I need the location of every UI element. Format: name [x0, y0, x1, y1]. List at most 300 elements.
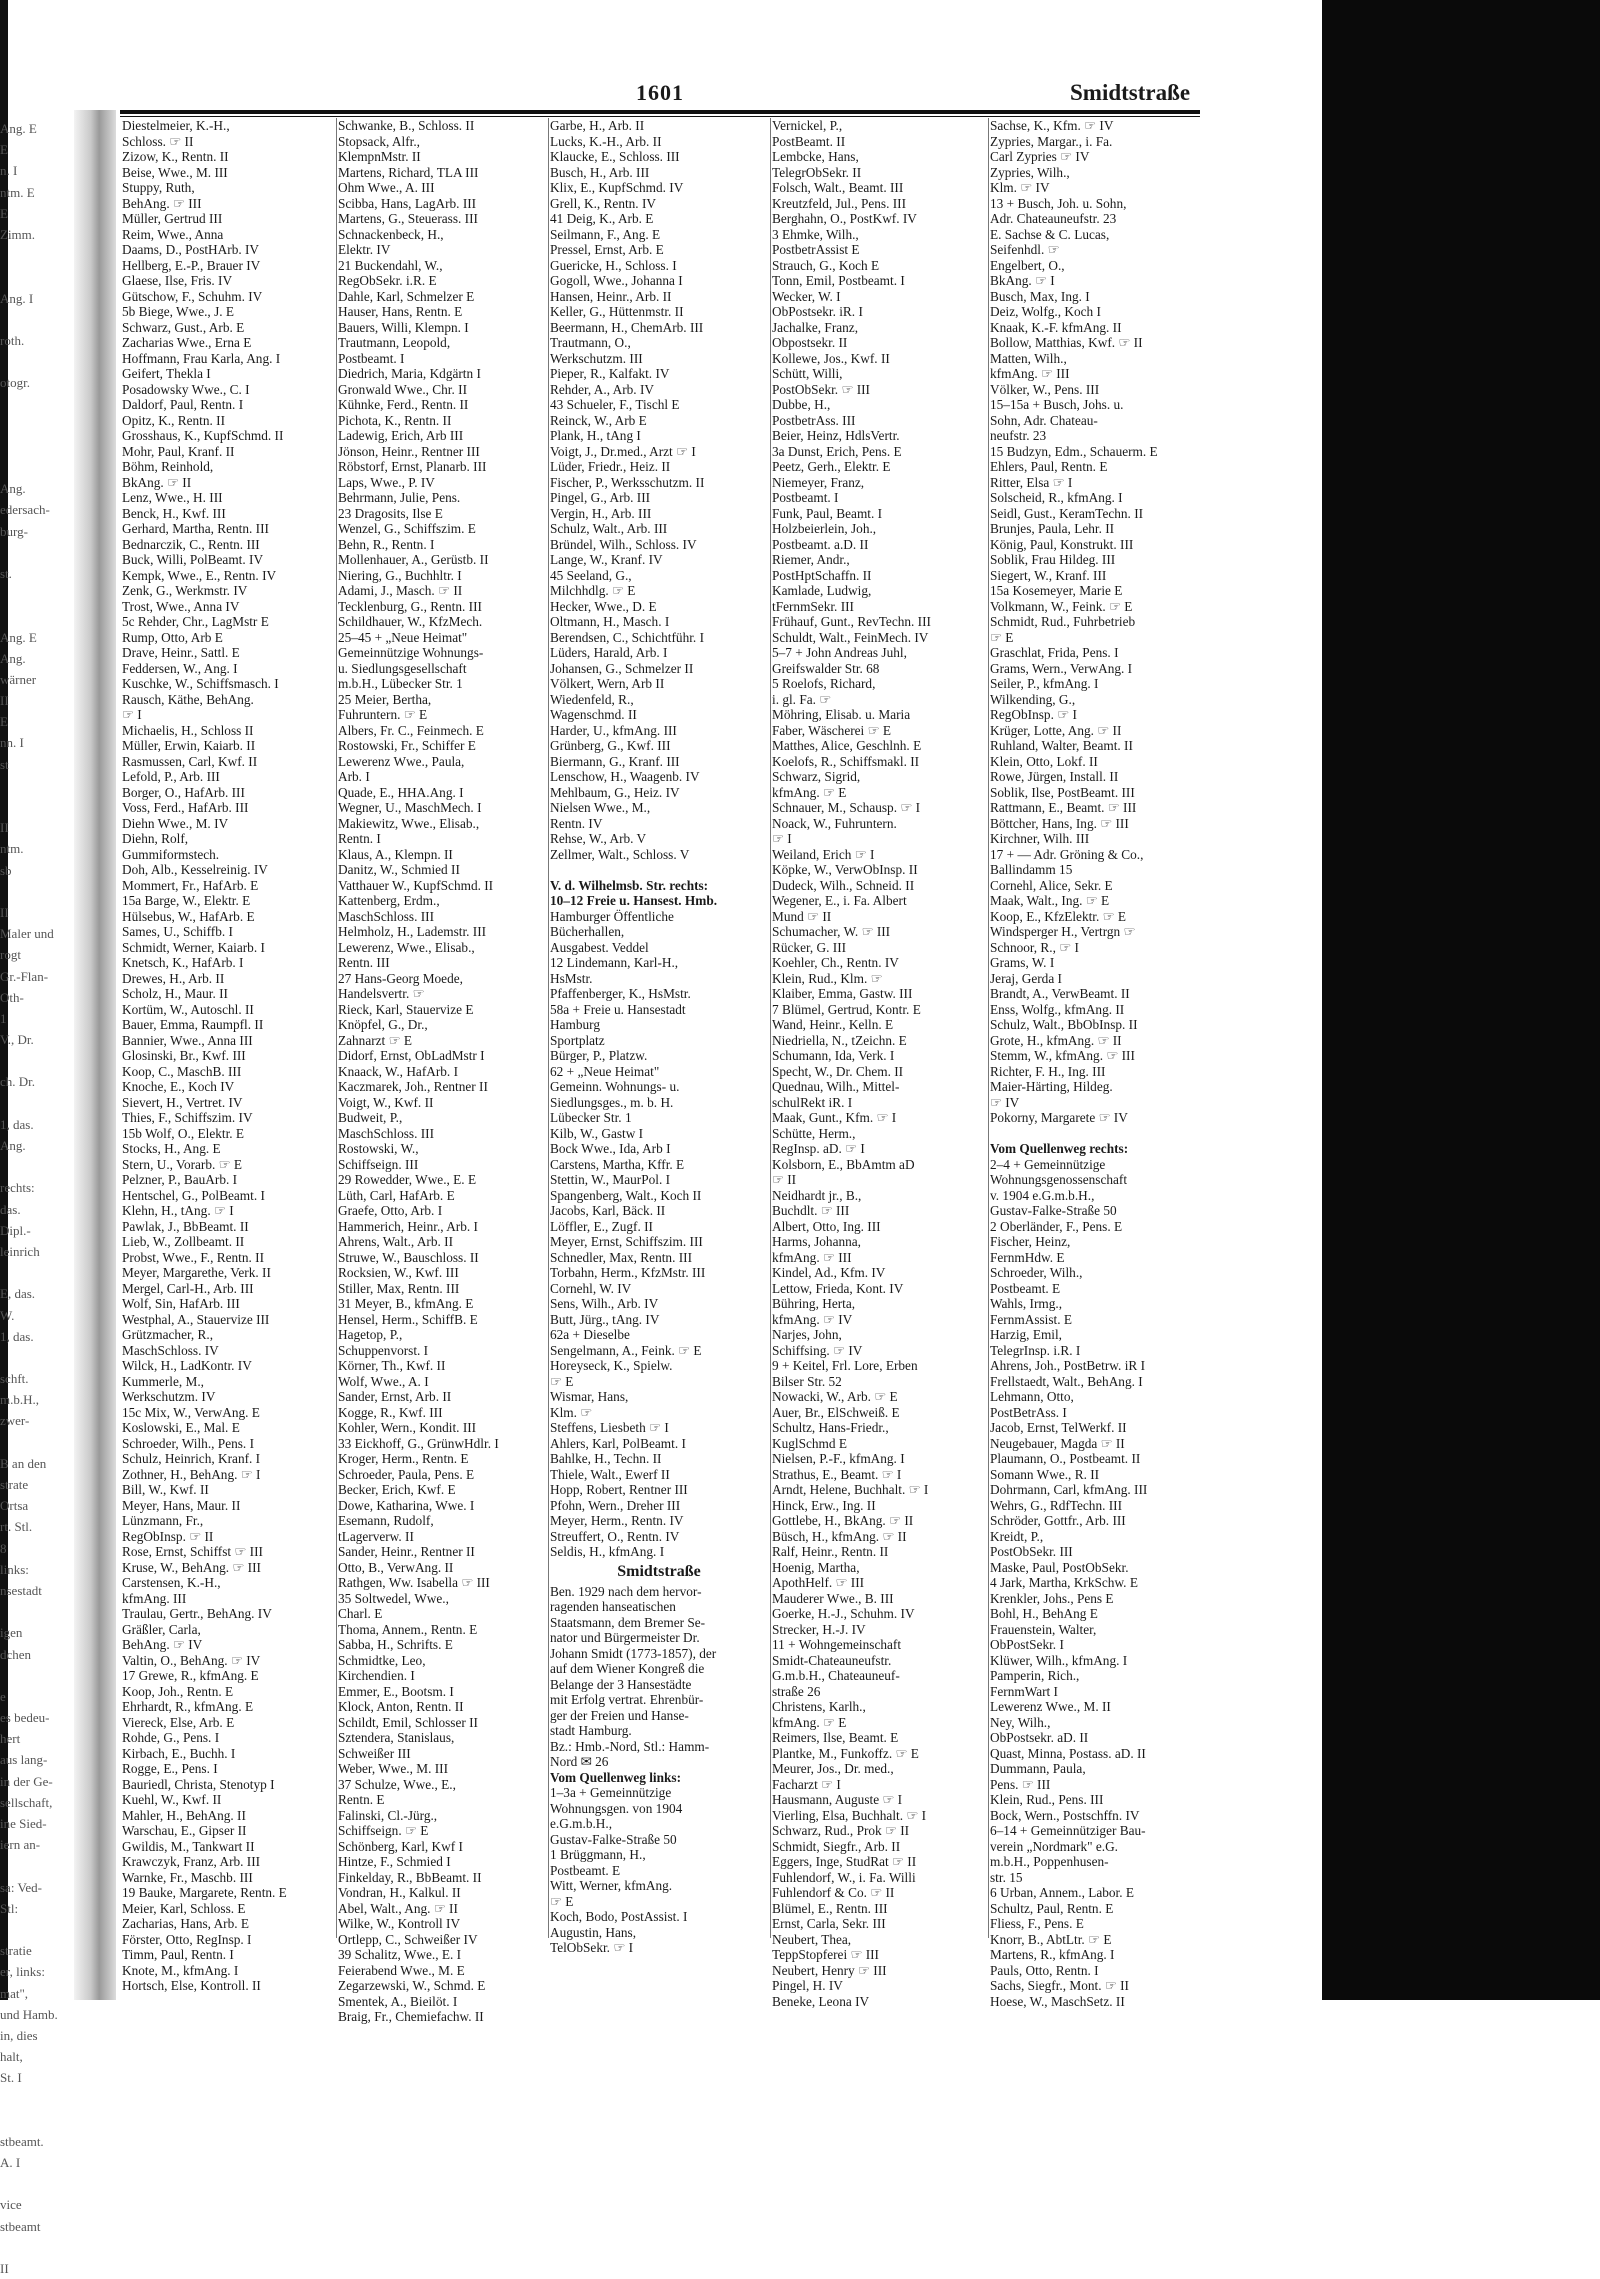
directory-line: Lettow, Frieda, Kont. IV — [772, 1280, 904, 1296]
directory-line: FernmAssist. E — [990, 1311, 1073, 1327]
previous-page-line — [0, 436, 72, 457]
directory-line: Posadowsky Wwe., C. I — [122, 381, 250, 397]
directory-line: Quast, Minna, Postass. aD. II — [990, 1745, 1146, 1761]
directory-line: Schröder, Gottfr., Arb. III — [990, 1513, 1126, 1528]
directory-line: Bock Wwe., Ida, Arb I — [550, 1141, 671, 1156]
directory-line: Lieb, W., Zollbeamt. II — [122, 1234, 245, 1249]
directory-line: Vierling, Elsa, Buchhalt. ☞ I — [772, 1807, 927, 1823]
directory-line: Quade, E., HHA.Ang. I — [338, 784, 464, 800]
directory-line: mit Erfolg vertrat. Ehrenbür- — [550, 1692, 704, 1707]
directory-line: Schiffsing. ☞ IV — [772, 1342, 863, 1358]
directory-line: RegObInsp. ☞ II — [122, 1528, 214, 1544]
directory-line: 1–3a + Gemeinnützige — [550, 1785, 672, 1800]
previous-page-line: rogt — [0, 947, 21, 963]
directory-line: Zizow, K., Rentn. II — [122, 149, 229, 164]
directory-line: Klaiber, Emma, Gastw. III — [772, 986, 913, 1001]
directory-line: Postbeamt. I — [338, 350, 405, 366]
directory-line: Bründel, Wilh., Schloss. IV — [550, 536, 697, 552]
directory-line: nator und Bürgermeister Dr. — [550, 1630, 700, 1645]
directory-line: Gustav-Falke-Straße 50 — [550, 1831, 677, 1847]
directory-line: G.m.b.H., Chateauneuf- — [772, 1668, 900, 1683]
directory-line: Schroeder, Paula, Pens. E — [338, 1466, 475, 1482]
directory-line: 45 Seeland, G., — [550, 567, 632, 583]
directory-line: Kuschke, W., Schiffsmasch. I — [122, 676, 279, 691]
directory-line: Gronwald Wwe., Chr. II — [338, 381, 468, 397]
previous-page-line: Ang. I — [0, 290, 34, 306]
directory-line: Hortsch, Else, Kontroll. II — [122, 1978, 261, 1993]
directory-line: 31 Meyer, B., kfmAng. E — [338, 1296, 474, 1311]
previous-page-line: und Hamb. — [0, 2006, 58, 2022]
directory-line: Strecker, H.-J. IV — [772, 1621, 866, 1637]
directory-line: Kaczmarek, Joh., Rentner II — [338, 1079, 488, 1094]
previous-page-line — [0, 1919, 72, 1940]
directory-line: Seiler, P., kfmAng. I — [990, 676, 1099, 691]
previous-page-line: II — [0, 2260, 9, 2276]
directory-line: Thies, F., Schiffszim. IV — [122, 1110, 253, 1125]
directory-line: Wand, Heinr., Kelln. E — [772, 1017, 894, 1032]
directory-line: Valtin, O., BehAng. ☞ IV — [122, 1652, 261, 1668]
directory-line: Kindel, Ad., Kfm. IV — [772, 1265, 886, 1280]
directory-line: Hinck, Erw., Ing. II — [772, 1497, 876, 1513]
directory-column-3 — [550, 118, 768, 1956]
directory-line: 19 Bauke, Margarete, Rentn. E — [122, 1885, 287, 1900]
directory-line: Plaumann, O., Postbeamt. II — [990, 1451, 1141, 1466]
directory-line: Plank, H., tAng I — [550, 428, 641, 443]
directory-line: Ritter, Elsa ☞ I — [990, 474, 1073, 490]
directory-line: Klock, Anton, Rentn. II — [338, 1699, 464, 1714]
directory-line: Stern, U., Vorarb. ☞ E — [122, 1156, 243, 1172]
directory-line: Kollewe, Jos., Kwf. II — [772, 350, 890, 366]
directory-line: Lübecker Str. 1 — [550, 1110, 632, 1125]
directory-line: Soblik, Frau Hildeg. III — [990, 552, 1116, 567]
directory-line: Strathus, E., Beamt. ☞ I — [772, 1466, 902, 1482]
directory-line: Kirchner, Wilh. III — [990, 831, 1090, 846]
directory-line: Gräßler, Carla, — [122, 1621, 201, 1637]
directory-line: Quednau, Wilh., Mittel- — [772, 1079, 900, 1094]
directory-line: 39 Schalitz, Wwe., E. I — [338, 1947, 462, 1962]
directory-line: Kempk, Wwe., E., Rentn. IV — [122, 567, 277, 583]
directory-line: Garbe, H., Arb. II — [550, 118, 645, 133]
directory-line: Sander, Ernst, Arb. II — [338, 1389, 452, 1404]
directory-line: Lucks, K.-H., Arb. II — [550, 133, 662, 149]
directory-line: Augustin, Hans, — [550, 1924, 637, 1940]
directory-line: Rogge, E., Pens. I — [122, 1761, 218, 1776]
previous-page-line: nn. I — [0, 735, 24, 751]
directory-line: Windsperger H., Vertrgn ☞ — [990, 924, 1136, 939]
directory-line: TelegrInsp. i.R. I — [990, 1342, 1081, 1358]
directory-line: Zypries, Wilh., — [990, 164, 1070, 180]
directory-line: Voss, Ferd., HafArb. III — [122, 800, 249, 815]
directory-line: Falinski, Cl.-Jürg., — [338, 1807, 438, 1823]
directory-line: Soblik, Ilse, PostBeamt. III — [990, 784, 1135, 800]
directory-line: Werkschutzm. III — [550, 350, 643, 366]
directory-line: Rostowski, W., — [338, 1141, 419, 1156]
directory-line: 15 Budzyn, Edm., Schauerm. E — [990, 443, 1158, 459]
directory-line: Stettin, W., MaurPol. I — [550, 1172, 671, 1187]
directory-line: Probst, Wwe., F., Rentn. II — [122, 1249, 264, 1265]
directory-line: Gummiformstech. — [122, 846, 220, 862]
directory-line: Rohde, G., Pens. I — [122, 1730, 220, 1745]
directory-line: Spangenberg, Walt., Koch II — [550, 1187, 702, 1203]
previous-page-line: 1 — [0, 1010, 7, 1026]
directory-line: Bücherhallen, — [550, 924, 625, 939]
directory-line: v. 1904 e.G.m.b.H., — [990, 1187, 1095, 1203]
directory-line: Koehler, Ch., Rentn. IV — [772, 955, 899, 970]
directory-line: Behrmann, Julie, Pens. — [338, 490, 461, 505]
directory-line: 6–14 + Gemeinnütziger Bau- — [990, 1823, 1146, 1838]
directory-line: Torbahn, Herm., KfzMstr. III — [550, 1265, 706, 1280]
directory-line: PostObSekr. ☞ III — [772, 381, 870, 397]
previous-page-line: B an den — [0, 1455, 47, 1471]
directory-line: 6 Urban, Annem., Labor. E — [990, 1885, 1135, 1900]
directory-line: Knaack, W., HafArb. I — [338, 1063, 459, 1079]
previous-page-line: Ang. — [0, 481, 26, 497]
directory-line: MaschSchloss. III — [338, 1125, 435, 1141]
page-gutter-shadow — [74, 110, 116, 2000]
directory-line: kfmAng. ☞ E — [772, 784, 847, 800]
previous-page-line: m.b.H., — [0, 1392, 39, 1408]
directory-line: 62 + „Neue Heimat" — [550, 1063, 660, 1079]
directory-line: Schulz, Heinrich, Kranf. I — [122, 1451, 261, 1466]
directory-line: 15–15a + Busch, Johs. u. — [990, 397, 1124, 412]
directory-line: Greifswalder Str. 68 — [772, 660, 880, 676]
previous-page-line — [0, 1093, 72, 1114]
directory-line: PostbetrAssist E — [772, 242, 860, 257]
directory-line: Schulz, Walt., Arb. III — [550, 521, 668, 536]
directory-line: Schmidt, Siegfr., Arb. II — [772, 1838, 901, 1854]
directory-line: Wegner, U., MaschMech. I — [338, 800, 482, 815]
previous-page-line: st. — [0, 565, 12, 581]
directory-line: Scibba, Hans, LagArb. III — [338, 195, 477, 211]
directory-line: TelegrObSekr. II — [772, 164, 862, 180]
directory-line: Lembcke, Hans, — [772, 149, 859, 164]
directory-line: Wegener, E., i. Fa. Albert — [772, 893, 907, 908]
directory-line: KlempnMstr. II — [338, 149, 421, 164]
directory-line: Grell, K., Rentn. IV — [550, 195, 656, 211]
directory-line: Reinck, W., Arb E — [550, 412, 647, 428]
directory-line: Ahrens, Joh., PostBetrw. iR I — [990, 1358, 1146, 1373]
directory-line: Tecklenburg, G., Rentn. III — [338, 598, 482, 614]
directory-line: Mund ☞ II — [772, 908, 832, 924]
directory-line: E. Sachse & C. Lucas, — [990, 226, 1110, 242]
directory-line: Ladewig, Erich, Arb III — [338, 428, 464, 443]
directory-line: ☞ E — [550, 1893, 574, 1909]
previous-page-line — [0, 2088, 72, 2109]
directory-line: Koch, Bodo, PostAssist. I — [550, 1909, 688, 1924]
directory-line: Hellberg, E.-P., Brauer IV — [122, 257, 261, 273]
directory-line: Graschlat, Frida, Pens. I — [990, 645, 1119, 660]
directory-line: Cornehl, W. IV — [550, 1280, 632, 1296]
directory-line: Lenz, Wwe., H. III — [122, 490, 223, 505]
directory-line: Feddersen, W., Ang. I — [122, 660, 238, 676]
directory-line: BkAng. ☞ II — [122, 474, 192, 490]
directory-line: Bilser Str. 52 — [772, 1373, 842, 1389]
directory-line: Volkmann, W., Feink. ☞ E — [990, 598, 1133, 614]
previous-page-fragment — [0, 118, 72, 2279]
directory-line: Grams, Wern., VerwAng. I — [990, 660, 1133, 676]
directory-line: ☞ II — [772, 1172, 797, 1187]
directory-line: Oltmann, H., Masch. I — [550, 614, 670, 629]
directory-line: Pelzner, P., BauArb. I — [122, 1172, 238, 1187]
directory-line: Schmidt, Werner, Kaiarb. I — [122, 939, 265, 955]
directory-line: Hagetop, P., — [338, 1327, 403, 1342]
directory-line: Hülsebus, W., HafArb. E — [122, 908, 255, 924]
directory-line: Beneke, Leona IV — [772, 1993, 870, 2009]
directory-line: Mommert, Fr., HafArb. E — [122, 877, 259, 893]
directory-line: FernmWart I — [990, 1683, 1058, 1699]
directory-line: Laps, Wwe., P. IV — [338, 474, 435, 490]
directory-line: Diehn Wwe., M. IV — [122, 815, 229, 831]
directory-line: Martens, R., kfmAng. I — [990, 1947, 1115, 1962]
directory-line: Beermann, H., ChemArb. III — [550, 319, 704, 335]
directory-line: Fuhlendorf & Co. ☞ II — [772, 1885, 895, 1900]
directory-line: Postbeamt. a.D. II — [772, 536, 869, 552]
directory-line: 1 Brüggmann, H., — [550, 1847, 646, 1862]
directory-line: Viereck, Else, Arb. E — [122, 1714, 235, 1730]
directory-line: Schnoor, R., ☞ I — [990, 939, 1079, 955]
directory-line: Diedrich, Maria, Kdgärtn I — [338, 366, 481, 381]
directory-line: Carstensen, K.-H., — [122, 1575, 221, 1590]
directory-line: Riemer, Andr., — [772, 552, 850, 567]
directory-line: Wilck, H., LadKontr. IV — [122, 1358, 252, 1373]
directory-line: Johansen, G., Schmelzer II — [550, 660, 694, 676]
directory-line: Wismar, Hans, — [550, 1389, 629, 1404]
directory-line: Richter, F. H., Ing. III — [990, 1063, 1106, 1079]
directory-line: Rentn. I — [338, 831, 381, 846]
directory-line: MaschSchloss. IV — [122, 1342, 219, 1358]
directory-line: Grützmacher, R., — [122, 1327, 214, 1342]
directory-line: Lewerenz Wwe., M. II — [990, 1699, 1111, 1714]
directory-line: Gütschow, F., Schuhm. IV — [122, 288, 263, 304]
directory-line: Lewerenz, Wwe., Elisab., — [338, 939, 475, 955]
directory-line: Schuldt, Walt., FeinMech. IV — [772, 629, 929, 645]
directory-line: 5–7 + John Andreas Juhl, — [772, 645, 907, 660]
directory-line: Funk, Paul, Beamt. I — [772, 505, 883, 521]
directory-line: 5c Rehder, Chr., LagMstr E — [122, 614, 269, 629]
directory-line: Zothner, H., BehAng. ☞ I — [122, 1466, 261, 1482]
directory-line: PostHptSchaffn. II — [772, 567, 872, 583]
previous-page-line: n. I — [0, 163, 18, 179]
directory-line: Rocksien, W., Kwf. III — [338, 1265, 459, 1280]
directory-line: Wilke, W., Kontroll IV — [338, 1916, 461, 1931]
directory-line: Hamburger Öffentliche — [550, 908, 674, 924]
directory-line: Pfohn, Wern., Dreher III — [550, 1497, 681, 1513]
directory-line: 9 + Keitel, Frl. Lore, Erben — [772, 1358, 918, 1373]
directory-line: Berendsen, C., Schichtführ. I — [550, 629, 704, 645]
previous-page-line: links: — [0, 1561, 29, 1577]
directory-line: Postbeamt. E — [990, 1280, 1061, 1296]
directory-line: Meyer, Herm., Rentn. IV — [550, 1513, 684, 1528]
directory-line: Harder, U., kfmAng. III — [550, 722, 677, 738]
directory-line: Bauer, Emma, Raumpfl. II — [122, 1017, 264, 1032]
directory-line: Ben. 1929 nach dem hervor- — [550, 1583, 702, 1599]
directory-line: Sens, Wilh., Arb. IV — [550, 1296, 659, 1311]
directory-line: Schönberg, Karl, Kwf I — [338, 1838, 463, 1854]
directory-line: Weber, Wwe., M. III — [338, 1761, 449, 1776]
directory-line: Mergel, Carl-H., Arb. III — [122, 1280, 254, 1296]
directory-line: Dohrmann, Carl, kfmAng. III — [990, 1482, 1148, 1497]
directory-line: Wagenschmd. II — [550, 707, 637, 722]
directory-line: Becker, Erich, Kwf. E — [338, 1482, 456, 1497]
directory-line: Rowe, Jürgen, Install. II — [990, 769, 1119, 784]
directory-line: Gwildis, M., Tankwart II — [122, 1838, 255, 1854]
directory-line: Ahrens, Walt., Arb. II — [338, 1234, 454, 1249]
directory-line: Faber, Wäscherei ☞ E — [772, 722, 891, 738]
directory-line: Bz.: Hmb.-Nord, Stl.: Hamm- — [550, 1738, 710, 1754]
directory-line: u. Siedlungsgesellschaft — [338, 660, 467, 676]
directory-line: Neubert, Henry ☞ III — [772, 1962, 887, 1978]
directory-line: e.G.m.b.H., — [550, 1816, 613, 1831]
directory-line: PostBetrAss. I — [990, 1404, 1067, 1420]
directory-line: Vondran, H., Kalkul. II — [338, 1885, 461, 1900]
previous-page-line — [0, 881, 72, 902]
previous-page-line: 1, das. — [0, 1116, 34, 1132]
directory-line: Knorr, B., AbtLtr. ☞ E — [990, 1931, 1112, 1947]
directory-line: Klix, E., KupfSchmd. IV — [550, 180, 684, 195]
directory-line: Gemeinn. Wohnungs- u. — [550, 1079, 680, 1094]
directory-line: Danitz, W., Schmied II — [338, 862, 460, 877]
directory-line: Schildhauer, W., KfzMech. — [338, 614, 483, 629]
directory-line: tLagerverw. II — [338, 1528, 414, 1544]
directory-line: Strauch, G., Koch E — [772, 257, 880, 273]
directory-line: 41 Deig, K., Arb. E — [550, 211, 654, 226]
previous-page-line — [0, 2110, 72, 2131]
directory-line: Koop, E., KfzElektr. ☞ E — [990, 908, 1126, 924]
directory-line: Dowe, Katharina, Wwe. I — [338, 1497, 475, 1513]
directory-line: Völkert, Wern, Arb II — [550, 676, 665, 691]
directory-line: Grote, H., kfmAng. ☞ II — [990, 1032, 1122, 1048]
directory-line: Vernickel, P., — [772, 118, 843, 133]
directory-line: Staatsmann, dem Bremer Se- — [550, 1614, 706, 1630]
directory-line: 3a Dunst, Erich, Pens. E — [772, 443, 902, 459]
directory-line: Engelbert, O., — [990, 257, 1065, 273]
directory-line: Rehder, A., Arb. IV — [550, 381, 654, 397]
directory-line: Rump, Otto, Arb E — [122, 629, 223, 645]
directory-line: Schwarz, Rud., Prok ☞ II — [772, 1823, 910, 1838]
directory-line: Thiele, Walt., Ewerf II — [550, 1466, 670, 1482]
directory-line: Kruse, W., BehAng. ☞ III — [122, 1559, 261, 1575]
directory-line: Koop, C., MaschB. III — [122, 1063, 242, 1079]
directory-line: 17 + — Adr. Gröning & Co., — [990, 846, 1144, 862]
directory-line: Jacobs, Karl, Bäck. II — [550, 1203, 666, 1218]
directory-line: Tonn, Emil, Postbeamt. I — [772, 273, 905, 288]
directory-line: Hammerich, Heinr., Arb. I — [338, 1218, 478, 1234]
directory-line: Fliess, F., Pens. E — [990, 1916, 1084, 1931]
directory-line: Zypries, Margar., i. Fa. — [990, 133, 1113, 149]
directory-line: Rostowski, Fr., Schiffer E — [338, 738, 476, 753]
previous-page-line: rechts: — [0, 1180, 35, 1196]
directory-line: 3 Ehmke, Wilh., — [772, 226, 859, 242]
directory-line: Buchdlt. ☞ III — [772, 1203, 850, 1218]
previous-page-line: st — [0, 756, 9, 772]
directory-line: Frauenstein, Walter, — [990, 1621, 1097, 1637]
directory-line: Ahlers, Karl, PolBeamt. I — [550, 1435, 686, 1451]
directory-line: Peetz, Gerh., Elektr. E — [772, 459, 891, 474]
directory-line: Löffler, E., Zugf. II — [550, 1218, 653, 1234]
directory-line: Timm, Paul, Rentn. I — [122, 1947, 234, 1962]
directory-line: Seldis, H., kfmAng. I — [550, 1544, 665, 1559]
directory-line: Ballindamm 15 — [990, 862, 1073, 877]
directory-line: Daams, D., PostHArb. IV — [122, 242, 260, 257]
directory-line: ☞ E — [990, 629, 1014, 645]
previous-page-line: strate — [0, 1477, 29, 1492]
previous-page-line: Maler und — [0, 926, 54, 942]
previous-page-line: schft. — [0, 1371, 29, 1387]
previous-page-line: e — [0, 1688, 6, 1704]
previous-page-line: E, das. — [0, 1286, 36, 1302]
previous-page-line — [0, 266, 72, 287]
directory-line: Kreidt, P., — [990, 1528, 1044, 1544]
directory-line: Klüwer, Wilh., kfmAng. I — [990, 1652, 1128, 1668]
previous-page-line: halt, — [0, 2049, 23, 2065]
directory-line: Maak, Walt., Ing. ☞ E — [990, 893, 1110, 908]
directory-line: Schulz, Walt., BbObInsp. II — [990, 1017, 1138, 1032]
directory-line: Elektr. IV — [338, 242, 391, 257]
directory-line: Busch, Max, Ing. I — [990, 288, 1090, 304]
column-divider — [548, 118, 549, 1938]
directory-line: Kolsborn, E., BbAmtm aD — [772, 1156, 915, 1172]
directory-line: Bühring, Herta, — [772, 1296, 856, 1311]
directory-line: Kummerle, M., — [122, 1373, 204, 1389]
directory-line: Seifenhdl. ☞ — [990, 242, 1060, 257]
directory-line: Rattmann, E., Beamt. ☞ III — [990, 800, 1137, 815]
directory-line: 29 Rowedder, Wwe., E. E — [338, 1172, 477, 1187]
directory-line: Frellstaedt, Walt., BehAng. I — [990, 1373, 1143, 1389]
directory-line: Obpostsekr. II — [772, 335, 848, 350]
directory-line: Knoche, E., Koch IV — [122, 1079, 235, 1094]
previous-page-line — [0, 1432, 72, 1453]
directory-line: Pieper, R., Kalfakt. IV — [550, 366, 670, 381]
directory-line: MaschSchloss. III — [338, 908, 435, 924]
directory-line: Jeraj, Gerda I — [990, 970, 1062, 986]
directory-column-4 — [772, 118, 986, 2009]
previous-page-line: 1, das. — [0, 1328, 34, 1344]
directory-line: Gerhard, Martha, Rentn. III — [122, 521, 269, 536]
directory-line: Stiller, Max, Rentn. III — [338, 1280, 460, 1296]
directory-line: Pingel, H. IV — [772, 1978, 843, 1993]
directory-line: ragenden hanseatischen — [550, 1599, 676, 1614]
directory-line: Stemm, W., kfmAng. ☞ III — [990, 1048, 1135, 1063]
directory-line: Dudeck, Wilh., Schneid. II — [772, 877, 915, 893]
directory-line: Nowacki, W., Arb. ☞ E — [772, 1389, 898, 1404]
directory-line: Ohm Wwe., A. III — [338, 180, 435, 195]
directory-line: Wiedenfeld, R., — [550, 691, 634, 707]
directory-line: Glosinski, Br., Kwf. III — [122, 1048, 246, 1063]
previous-page-line: rt. Stl. — [0, 1519, 33, 1535]
directory-line: Kortüm, W., Autoschl. II — [122, 1001, 254, 1017]
previous-page-line: aus lang- — [0, 1752, 48, 1768]
directory-line: Lünzmann, Fr., — [122, 1513, 204, 1528]
directory-line: RegObInsp. ☞ I — [990, 707, 1077, 722]
directory-line: Biermann, G., Kranf. III — [550, 753, 680, 769]
directory-line: Gogoll, Wwe., Johanna I — [550, 273, 683, 288]
previous-page-line — [0, 1665, 72, 1686]
directory-line: Maier-Härting, Hildeg. — [990, 1079, 1113, 1094]
directory-line: Martens, G., Steuerass. III — [338, 211, 478, 226]
directory-line: Pingel, G., Arb. III — [550, 490, 651, 505]
directory-line: Goerke, H.-J., Schuhm. IV — [772, 1606, 915, 1621]
previous-page-line: vice — [0, 2197, 22, 2213]
directory-line: Wohnungsgenossenschaft — [990, 1172, 1128, 1187]
directory-line: Emmer, E., Bootsm. I — [338, 1683, 454, 1699]
directory-line: ObPostsekr. iR. I — [772, 304, 863, 319]
directory-line: Lüth, Carl, HafArb. E — [338, 1187, 455, 1203]
directory-line: Neidhardt jr., B., — [772, 1187, 862, 1203]
directory-line: Drave, Heinr., Sattl. E — [122, 645, 240, 660]
directory-line: Bauriedl, Christa, Stenotyp I — [122, 1776, 275, 1792]
directory-line: Rentn. IV — [550, 815, 603, 831]
directory-line: Postbeamt. I — [772, 490, 839, 505]
